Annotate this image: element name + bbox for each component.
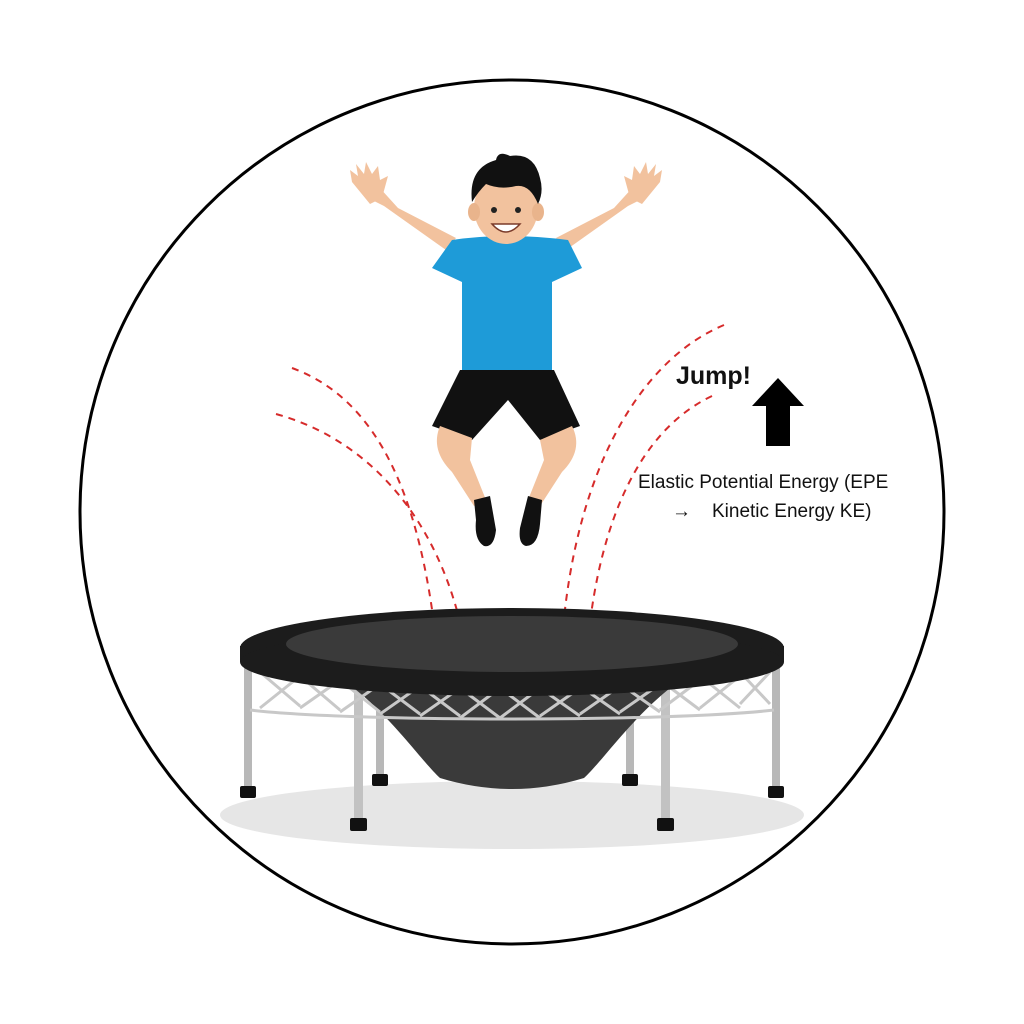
left-ear bbox=[468, 203, 480, 221]
right-eye bbox=[515, 207, 521, 213]
right-sock bbox=[520, 496, 542, 546]
up-arrow-icon bbox=[752, 378, 804, 446]
trampoline-mat bbox=[286, 616, 738, 672]
right-ear bbox=[532, 203, 544, 221]
motion-line-right-outer bbox=[588, 396, 712, 640]
energy-label-line-1: Elastic Potential Energy (EPE bbox=[638, 472, 889, 493]
motion-line-left-inner bbox=[276, 414, 464, 640]
energy-label-line-2: Kinetic Energy KE) bbox=[712, 501, 872, 522]
shirt bbox=[432, 236, 582, 372]
jump-label: Jump! bbox=[676, 362, 751, 390]
shorts bbox=[432, 370, 580, 440]
right-leg bbox=[528, 426, 576, 506]
left-leg bbox=[437, 426, 486, 506]
ground-shadow bbox=[220, 781, 804, 849]
left-sock bbox=[474, 496, 496, 546]
left-eye bbox=[491, 207, 497, 213]
motion-line-left-outer bbox=[292, 368, 436, 640]
jumping-boy bbox=[350, 154, 662, 546]
right-arrow-icon: → bbox=[672, 501, 691, 522]
